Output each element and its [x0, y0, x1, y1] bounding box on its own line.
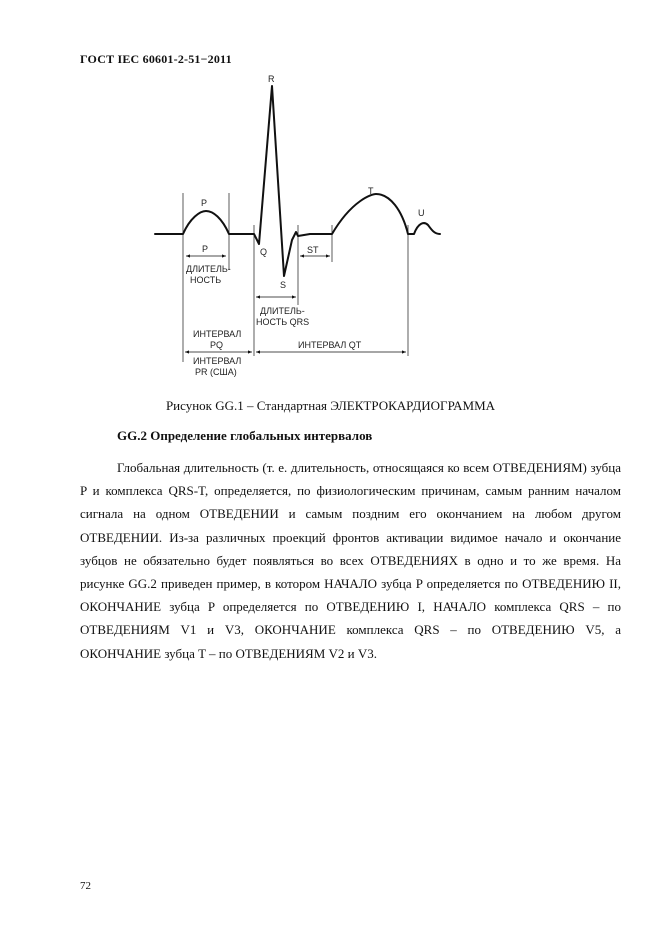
r-wave-label: R: [268, 74, 275, 84]
qt-interval-label: ИНТЕРВАЛ QT: [298, 340, 362, 350]
t-wave-label: T: [368, 186, 374, 196]
s-wave-label: S: [280, 280, 287, 290]
p-wave-label: P: [201, 198, 208, 208]
st-segment-label: ST: [307, 245, 319, 255]
page-number: 72: [80, 880, 91, 892]
u-wave-label: U: [418, 208, 425, 218]
qrs-duration-label-line2: НОСТЬ QRS: [256, 317, 310, 327]
standard-code-header: ГОСТ IEC 60601-2-51−2011: [80, 52, 232, 66]
pr-interval-label-line2: PR (США): [195, 367, 237, 377]
ecg-diagram: [0, 0, 661, 400]
p-duration-tag: P: [202, 244, 209, 254]
qrs-duration-label-line1: ДЛИТЕЛЬ-: [260, 306, 305, 316]
pr-interval-label-line1: ИНТЕРВАЛ: [193, 356, 242, 366]
section-heading: GG.2 Определение глобальных интервалов: [117, 428, 373, 443]
body-paragraph: Глобальная длительность (т. е. длительность, относящаяся ко всем ОТВЕДЕНИЯМ) зубца P и комплекса QRS-T, определяется, по физиологическим причинам, самым ранним началом сигнала на одном ОТВЕДЕНИИ и самым поздним его окончанием на любом другом ОТВЕДЕНИИ. Из-за различных проекций фронтов активации видимое начало и окончание зубцов не обязательно будет появляться во всех ОТВЕДЕНИЯХ в одно и то же время. На рисунке GG.2 приведен пример, в котором НАЧАЛО зубца P определяется по ОТВЕДЕНИЮ II, ОКОНЧАНИЕ зубца P определяется по ОТВЕДЕНИЮ I, НАЧАЛО комплекса QRS – по ОТВЕДЕНИЯМ V1 и V3, ОКОНЧАНИЕ комплекса QRS – по ОТВЕДЕНИЮ V5, а ОКОНЧАНИЕ зубца T – по ОТВЕДЕНИЯМ V2 и V3.: [80, 460, 621, 661]
ecg-figure: [0, 0, 661, 400]
pq-interval-label-line1: ИНТЕРВАЛ: [193, 329, 242, 339]
pq-interval-label-line2: PQ: [210, 340, 224, 350]
ecg-waveform: [155, 86, 440, 276]
figure-caption: Рисунок GG.1 – Стандартная ЭЛЕКТРОКАРДИОГРАММА: [165, 398, 496, 413]
p-duration-label-line2: НОСТЬ: [190, 275, 222, 285]
p-duration-label-line1: ДЛИТЕЛЬ-: [186, 264, 231, 274]
q-wave-label: Q: [260, 247, 268, 257]
